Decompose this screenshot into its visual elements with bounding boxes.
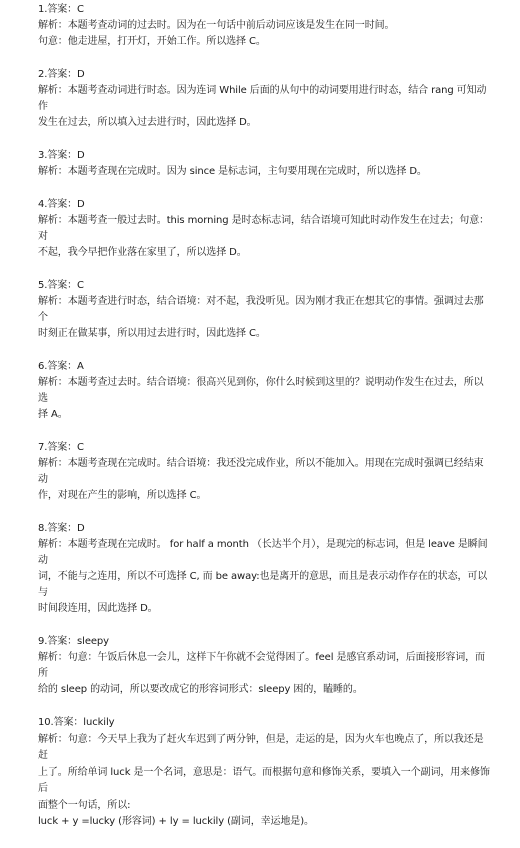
answer-item-10 — [38, 715, 492, 831]
answer-heading: 5.答案：C — [38, 280, 84, 291]
explanation-line: 择 A。 — [38, 409, 68, 420]
explanation-line: luck + y =lucky (形容词) + ly = luckily (副词，幸运地是)。 — [38, 816, 314, 827]
answer-heading: 10.答案：luckily — [38, 717, 115, 728]
explanation-line: 时刻正在做某事，所以用过去进行时，因此选择 C。 — [38, 328, 266, 339]
explanation-line: 解析：本题考查动词的过去时。因为在一句话中前后动词应该是发生在同一时间。 — [38, 20, 395, 31]
explanation-line: 解析：本题考查进行时态，结合语境：对不起，我没听见。因为刚才我正在想其它的事情。强调过去那个 — [38, 296, 484, 323]
answer-item-6 — [38, 359, 492, 423]
explanation-line: 给的 sleep 的动词，所以要改成它的形容词形式：sleepy 困的，瞌睡的。 — [38, 684, 363, 695]
answer-heading: 1.答案：C — [38, 4, 84, 15]
answer-item-2 — [38, 67, 492, 131]
answer-heading: 7.答案：C — [38, 442, 84, 453]
explanation-line: 解析：本题考查动词进行时态。因为连词 While 后面的从句中的动词要用进行时态，结合 rang 可知动作 — [38, 85, 487, 112]
answer-item-7 — [38, 440, 492, 504]
explanation-line: 上了。所给单词 luck 是一个名词，意思是：语气。而根据句意和修饰关系，要填入一个副词，用来修饰后 — [38, 766, 490, 794]
explanation-line: 句意：他走进屋，打开灯，开始工作。所以选择 C。 — [38, 36, 266, 47]
answer-item-4 — [38, 197, 492, 261]
answer-heading: 3.答案：D — [38, 150, 85, 161]
explanation-line: 解析：句意：午饭后休息一会儿，这样下午你就不会觉得困了。feel 是感官系动词，后面接形容词，而所 — [38, 652, 485, 679]
explanation-line: 解析：本题考查一般过去时。this morning 是时态标志词，结合语境可知此时动作发生在过去；句意：对 — [38, 215, 490, 242]
explanation-line: 解析：句意：今天早上我为了赶火车迟到了两分钟，但是，走运的是，因为火车也晚点了，所以我还是赶 — [38, 733, 484, 761]
explanation-line: 解析：本题考查过去时。结合语境：很高兴见到你，你什么时候到这里的？说明动作发生在过去，所以选 — [38, 377, 484, 404]
explanation-line: 发生在过去，所以填入过去进行时，因此选择 D。 — [38, 117, 257, 128]
explanation-line: 解析：本题考查现在完成时。结合语境：我还没完成作业，所以不能加入。用现在完成时强调已经结束动 — [38, 458, 484, 485]
explanation-line: 不起，我今早把作业落在家里了，所以选择 D。 — [38, 247, 247, 258]
answer-document — [38, 2, 492, 848]
answer-heading: 9.答案：sleepy — [38, 636, 109, 647]
answer-item-3 — [38, 148, 492, 180]
answer-heading: 4.答案：D — [38, 199, 85, 210]
explanation-line: 解析：本题考查现在完成时。因为 since 是标志词，主句要用现在完成时，所以选择 D。 — [38, 166, 427, 177]
answer-item-8 — [38, 521, 492, 617]
answer-item-9 — [38, 634, 492, 698]
explanation-line: 时间段连用，因此选择 D。 — [38, 603, 158, 614]
answer-item-5 — [38, 278, 492, 342]
explanation-line: 作，对现在产生的影响，所以选择 C。 — [38, 490, 207, 501]
answer-heading: 2.答案：D — [38, 69, 85, 80]
answer-heading: 6.答案：A — [38, 361, 84, 372]
explanation-line: 面整个一句话，所以: — [38, 799, 131, 811]
explanation-line: 解析：本题考查现在完成时。 for half a month （长达半个月），是现完的标志词，但是 leave 是瞬间动 — [38, 539, 488, 566]
answer-heading: 8.答案：D — [38, 523, 85, 534]
answer-item-1 — [38, 2, 492, 50]
explanation-line: 词，不能与之连用，所以不可选择 C, 而 be away:也是离开的意思，而且是表示动作存在的状态，可以与 — [38, 571, 488, 598]
